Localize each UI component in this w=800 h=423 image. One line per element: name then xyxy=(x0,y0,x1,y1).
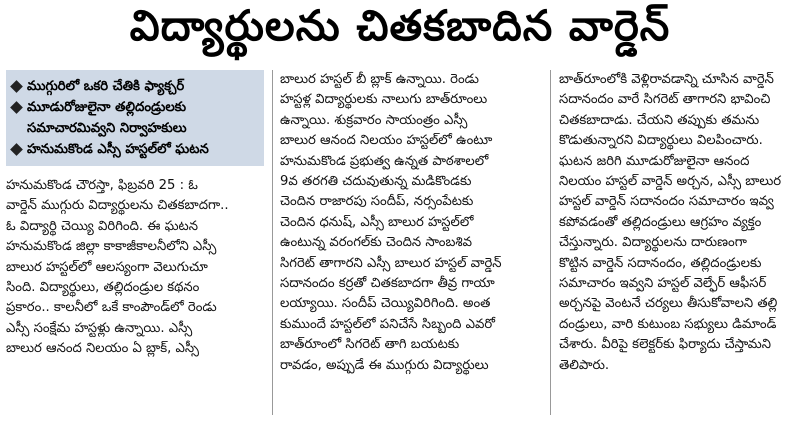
body-line: సమాచారం ఇవ్వని హస్టల్ వెల్ఫేర్ ఆఫీసర్ xyxy=(559,276,767,292)
body-line: హస్టళ్ల విద్యార్థులకు నాలుగు బాత్‌రూంలు xyxy=(280,92,488,108)
column-3 xyxy=(559,70,795,376)
body-line: బాత్‌రూంలో సిగరెట్ తాగి బయటకు xyxy=(280,337,460,353)
body-line: ఉంటున్న వరంగల్‌కు చెందిన సాంబశివ xyxy=(280,235,473,251)
body-line: వార్డెన్ ముగ్గురు విద్యార్థులను చితకబాదగా.. xyxy=(6,198,229,214)
column-divider xyxy=(550,70,551,415)
body-line: సదానందం కర్రతో చితకబాదగా తీవ్ర గాయా xyxy=(280,276,495,292)
body-line: ఎస్సీ సంక్షేమ హస్టళ్లు ఉన్నాయి. ఎస్సీ xyxy=(6,320,193,336)
body-line: బాలుర హస్టల్‌లో ఆలస్యంగా వెలుగుచూ xyxy=(6,259,208,275)
article-body-col1 xyxy=(6,176,264,360)
body-line: హస్టల్ వార్డెన్ సదానందం సమాచారం ఇవ్వ xyxy=(559,194,774,210)
highlight-item xyxy=(10,139,258,160)
highlight-line: సమాచారమివ్వని నిర్వాహకులు xyxy=(27,121,187,136)
body-line: నిలయం హస్టల్ వార్డెన్ అర్చన, ఎస్సీ బాలుర xyxy=(559,174,782,190)
body-line: చెందిన ధనుష్, ఎస్సీ బాలుర హస్టల్‌లో xyxy=(280,214,474,230)
body-line: చేస్తున్నారు. విద్యార్థులను దారుణంగా xyxy=(559,235,747,251)
body-line: కొడుతున్నారని విద్యార్థులు విలపించారు. xyxy=(559,133,763,149)
body-line: రావడం, అప్పుడే ఈ ముగ్గురు విద్యార్థులు xyxy=(280,357,489,373)
body-line: సదానందం వారే సిగరెట్ తాగారని భావించి xyxy=(559,92,771,108)
body-line: బాలుర హస్టల్ బీ బ్లాక్ ఉన్నాయి. రెండు xyxy=(280,72,479,87)
highlight-line: ముగ్గురిలో ఒకరి చేతికి ఫ్యాక్చర్ xyxy=(27,79,185,94)
body-line: హనుమకొండ ప్రభుత్వ ఉన్నత పాఠశాలలో xyxy=(280,153,489,169)
bullet-icon xyxy=(10,101,23,114)
headline: విద్యార్థులను చితకబాదిన వార్డెన్ xyxy=(129,1,671,50)
body-line: బాలుర ఆనంద నిలయం ఏ బ్లాక్, ఎస్సీ xyxy=(6,341,199,357)
body-line: లయ్యాయి. సందీప్ చెయ్యివిరిగింది. అంత xyxy=(280,296,491,312)
body-line: బాత్‌రూంలోకి వెళ్లిరావడాన్ని చూసిన వార్డెన్ xyxy=(559,72,774,87)
column-divider xyxy=(272,70,273,415)
body-line: అర్చనపై వెంటనే చర్యలు తీసుకోవాలని తల్లి xyxy=(559,296,778,312)
highlights-box xyxy=(6,70,264,166)
body-line: ప్రకారం.. కాలనీలో ఒకే కాంపౌండ్‌లో రెండు xyxy=(6,300,217,316)
body-line: ఓ విద్యార్థి చెయ్యి విరిగింది. ఈ ఘటన xyxy=(6,218,198,234)
body-line: సింది. విద్యార్థులు, తల్లిదండ్రుల కథనం xyxy=(6,280,200,296)
highlight-item xyxy=(10,97,258,139)
column-1 xyxy=(6,70,264,360)
highlight-line: హనుమకొండ ఎస్సీ హస్టల్‌లో ఘటన xyxy=(27,142,209,157)
bullet-icon xyxy=(10,143,23,156)
body-line: సిగరెట్ తాగారని ఎస్సీ బాలుర హస్టల్ వార్డెన్ xyxy=(280,255,502,271)
highlight-line: మూడురోజులైనా తల్లిదండ్రులకు xyxy=(27,100,187,115)
body-line: బాలుర ఆనంద నిలయం హస్టల్‌లో ఉంటూ xyxy=(280,133,493,149)
body-line: హనుమకొండ చౌరస్తా, ఫిబ్రవరి 25 : ఓ xyxy=(6,178,198,193)
body-line: 9వ తరగతి చదువుతున్న మడికొండకు xyxy=(280,174,472,190)
body-line: చేశారు. వీరిపై కలెక్టర్‌కు ఫిర్యాదు చేస్తామని xyxy=(559,337,772,353)
body-line: ఘటన జరిగి మూడురోజులైనా ఆనంద xyxy=(559,153,750,169)
body-line: చితకబాదాడు. చేయని తప్పుకు తమను xyxy=(559,112,760,128)
body-line: కొట్టిన వార్డెన్ సదానందం, తల్లిదండ్రులకు xyxy=(559,255,762,271)
body-line: కపోవడంతో తల్లిదండ్రులు ఆగ్రహం వ్యక్తం xyxy=(559,214,762,230)
body-line: హనుమకొండ జిల్లా కాకాజీకాలనీలోని ఎస్సీ xyxy=(6,239,217,255)
bullet-icon xyxy=(10,80,23,93)
body-line: తెలిపారు. xyxy=(559,357,610,373)
column-2 xyxy=(280,70,538,376)
highlight-item xyxy=(10,76,258,97)
body-line: దండ్రులు, వారి కుటుంబ సభ్యులు డిమాండ్ xyxy=(559,316,777,332)
body-line: కుముందే హస్టల్‌లో పనిచేసే సిబ్బంది ఎవరో xyxy=(280,316,496,332)
body-line: ఉన్నాయి. శుక్రవారం సాయంత్రం ఎస్సీ xyxy=(280,112,468,128)
body-line: చెందిన రాజారపు సందీప్, నర్సంపేటకు xyxy=(280,194,474,210)
